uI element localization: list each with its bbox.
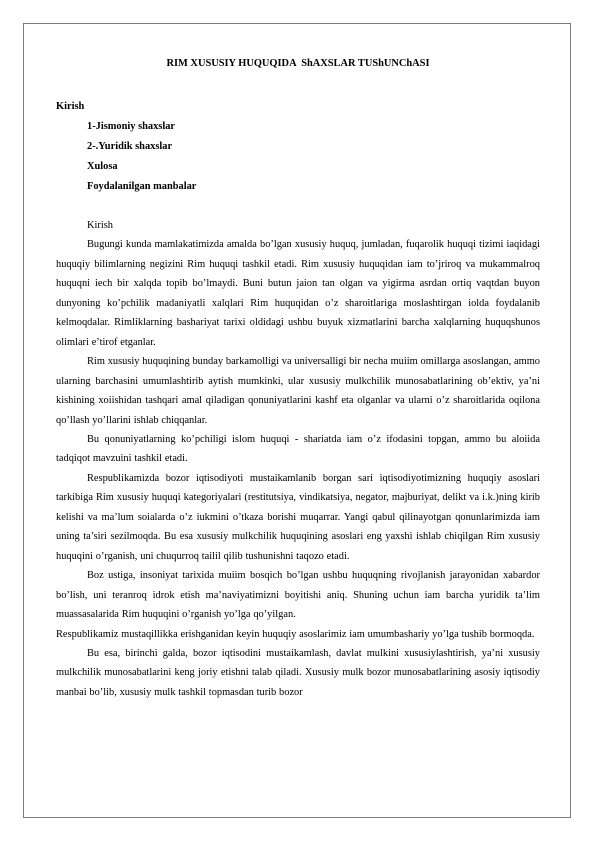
document-body [56, 57, 540, 702]
toc-item-xulosa: Xulosa [87, 161, 118, 172]
toc-item-manbalar: Foydalanilgan manbalar [87, 181, 197, 192]
section-heading-kirish: Kirish [87, 220, 113, 231]
paragraph: Bu esa, birinchi galda, bozor iqtisodini mustaikamlash, davlat mulkini xususiylashtirish, ya’ni xususiy mulkchilik munosabatlarini keng joriy etishni talab qiladi. Xususiy mulk bozor munosabatlarining asosiy iqtisodiy manbai bo’lib, xususiy mulk tashkil topmasdan turib bozor [56, 647, 540, 698]
document-title: RIM XUSUSIY HUQUQIDA ShAXSLAR TUShUNChASI [166, 58, 430, 69]
toc-item-jismoniy: 1-Jismoniy shaxslar [87, 121, 176, 132]
toc-item-yuridik: 2-.Yuridik shaxslar [87, 141, 173, 152]
toc-heading: Kirish [56, 101, 85, 112]
table-of-contents [56, 97, 540, 197]
paragraph: Boz ustiga, insoniyat tarixida muiim bosqich bo’lgan ushbu huquqning rivojlanish jarayonidan xabardor bo’lish, uni teranroq idrok etish ma’naviyatimizni boyitishi aniq. Shuning uchun iam barcha yuridik ta’lim muassasalarida Rim huquqini o’rganish yo’lga qo’yilgan. [56, 570, 540, 621]
paragraph: Bu qonuniyatlarning ko’pchiligi islom huquqi - shariatda iam o’z ifodasini topgan, ammo bu aloiida tadqiqot mavzuini tashkil etadi. [56, 433, 540, 465]
paragraph: Rim xususiy huquqining bunday barkamolligi va universalligi bir necha muiim omillarga asoslangan, ammo ularning barchasini umumlashtirib aytish mumkinki, ular xususiy mulkchilik munosabatlarining ob’ektiv, ya’ni kishining xoiishidan tashqari amal qiladigan qonuniyatlarini kashf eta olganlar va ularni o’z sharoitlarida oqilona qo’llash yo’llarini ishlab chiqqanlar. [56, 356, 540, 426]
main-text [56, 216, 540, 702]
paragraph: Respublikamizda bozor iqtisodiyoti mustaikamlanib borgan sari iqtisodiyotimizning huquqiy asoslari tarkibiga Rim xususiy huquqi kategoriyalari (restitutsiya, vindikatsiya, negator, majburiyat, delikt va i.k.)ning kirib kelishi va ma’lum soialarda o’z iukmini o’tkaza borishi muqarrar. Yangi qabul qilinayotgan qonunlarimizda iam uning ta’siri sezilmoqda. Bu esa xususiy mulkchilik huquqining asoslari eng yaxshi ishlab chiqilgan Rim xususiy huquqini o’rganish, uni chuqurroq tailil qilib tushunishni taqozo etadi. [56, 472, 540, 562]
paragraph: Bugungi kunda mamlakatimizda amalda bo’lgan xususiy huquq, jumladan, fuqarolik huquqi tizimi iaqidagi huquqiy bilimlarning negizini Rim huquqi tashkil etadi. Rim xususiy huquqidan iam to’jriroq va mukammalroq huquqni iech bir xalqda topib bo’lmaydi. Buni butun jaion tan olgan va yigirma asrdan ortiq vaqtdan buyon dunyoning ko’pchilik madaniyatli xalqlari Rim huquqidan o’z sharoitlariga moslashtirgan iolda foydalanib kelmoqdalar. Rimliklarning bashariyat tarixi oldidagi ushbu buyuk xizmatlarini barcha xalqlarning huquqshunos olimlari e’tirof etganlar. [56, 239, 540, 348]
paragraph: Respublikamiz mustaqillikka erishganidan keyin huquqiy asoslarimiz iam umumbashariy yo’lga tushib bormoqda. [56, 628, 535, 640]
